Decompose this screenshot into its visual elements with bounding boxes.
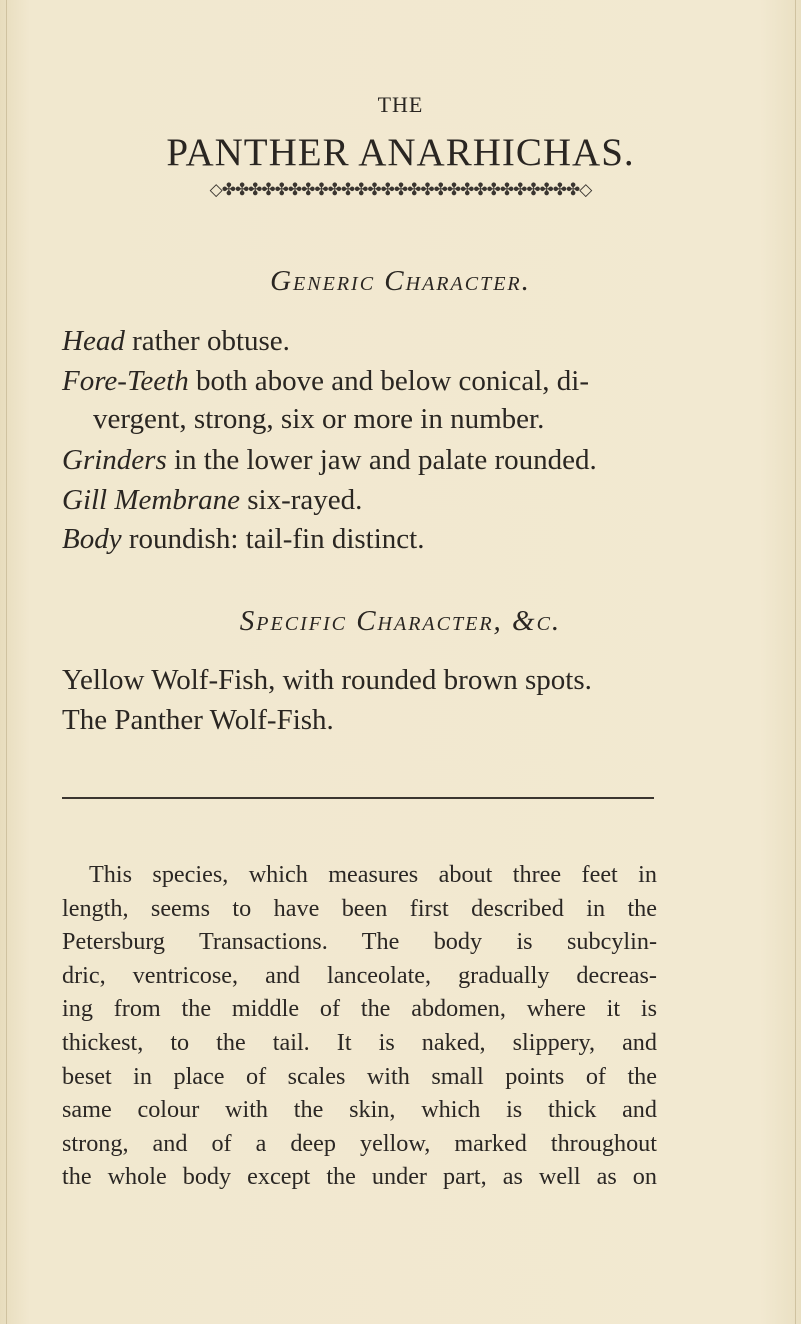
- generic-text: in the lower jaw and palate rounded.: [166, 444, 597, 476]
- body-line: the whole body except the under part, as well as on: [62, 1163, 657, 1191]
- body-line: length, seems to have been first described in the: [62, 894, 657, 922]
- body-paragraph: [62, 858, 657, 1194]
- body-line: ing from the middle of the abdomen, where it is: [62, 995, 657, 1023]
- generic-text: roundish: tail-fin distinct.: [121, 523, 425, 555]
- generic-character-heading: Generic Character.: [270, 265, 531, 297]
- generic-line: [62, 367, 589, 396]
- generic-text: vergent, strong, six or more in number.: [93, 403, 545, 435]
- body-line: beset in place of scales with small points of the: [62, 1062, 657, 1090]
- generic-line: [62, 525, 424, 554]
- body-line: thickest, to the tail. It is naked, slippery, and: [62, 1028, 657, 1056]
- body-line: strong, and of a deep yellow, marked throughout: [62, 1129, 657, 1157]
- generic-term: Gill Membrane: [62, 484, 240, 516]
- specific-line: The Panther Wolf-Fish.: [62, 704, 334, 736]
- generic-term: Fore-Teeth: [62, 365, 189, 397]
- generic-text: rather obtuse.: [124, 325, 290, 357]
- generic-text: six-rayed.: [240, 484, 363, 516]
- generic-line: [93, 405, 544, 434]
- specific-character-heading: Specific Character, &c.: [239, 605, 562, 637]
- generic-term: Body: [62, 523, 122, 555]
- generic-line: [62, 446, 597, 475]
- specific-line: Yellow Wolf-Fish, with rounded brown spots.: [62, 664, 592, 696]
- generic-text: both above and below conical, di-: [188, 365, 589, 397]
- generic-line: [62, 327, 290, 356]
- generic-term: Grinders: [62, 444, 167, 476]
- ornament-divider: ◇✤✤✤✤✤✤✤✤✤✤✤✤✤✤✤✤✤✤✤✤✤✤✤✤✤✤✤◇: [209, 180, 592, 200]
- title-kicker: THE: [377, 92, 424, 117]
- generic-term: Head: [62, 325, 125, 357]
- page-title: PANTHER ANARHICHAS.: [166, 131, 635, 174]
- horizontal-rule: [62, 797, 654, 799]
- body-line: dric, ventricose, and lanceolate, gradually decreas-: [62, 961, 657, 989]
- generic-line: [62, 486, 362, 515]
- body-line: same colour with the skin, which is thick and: [62, 1096, 657, 1124]
- body-line: Petersburg Transactions. The body is subcylin-: [62, 928, 657, 956]
- body-line: This species, which measures about three feet in: [89, 861, 657, 888]
